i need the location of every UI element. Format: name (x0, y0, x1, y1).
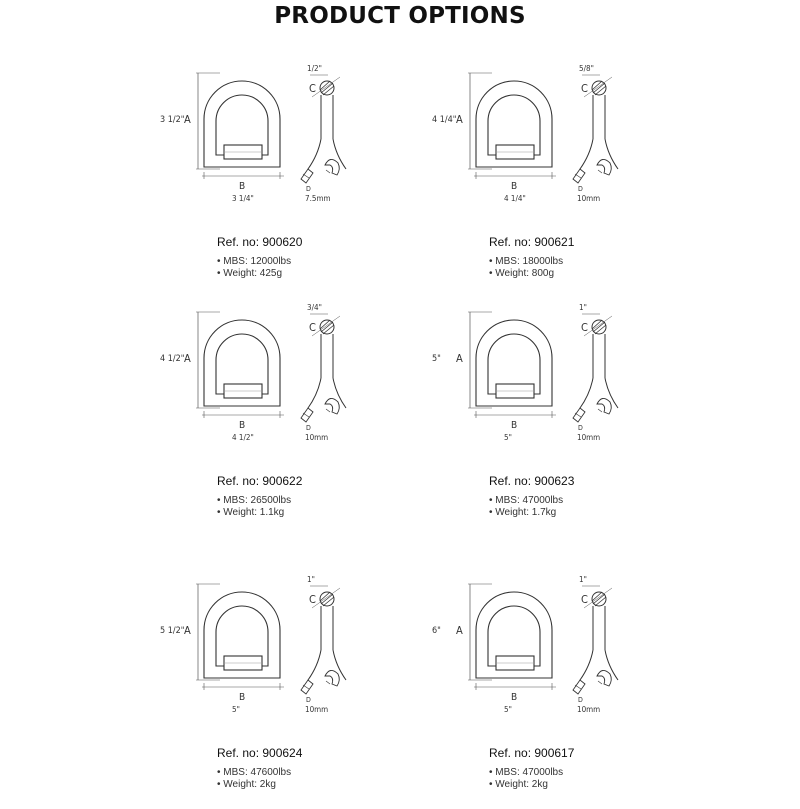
dim-b-letter: B (239, 420, 246, 431)
product-card-5 (160, 575, 420, 809)
spec-weight: • Weight: 1.7kg (489, 507, 563, 519)
dim-c-letter: C (581, 321, 588, 334)
reference-number: Ref. no: 900620 (217, 235, 303, 249)
spec-list (217, 495, 291, 519)
d-ring-drawing (432, 303, 692, 472)
reference-number: Ref. no: 900623 (489, 474, 575, 488)
spec-list (489, 767, 563, 791)
dim-c-value: 1/2" (307, 64, 322, 73)
d-ring-side-view (573, 303, 618, 442)
spec-list (489, 495, 563, 519)
d-ring-drawing (432, 575, 692, 744)
dim-a-value: 5 1/2" (160, 626, 185, 636)
dim-d-value: 10mm (305, 433, 329, 442)
dim-b-letter: B (511, 181, 518, 192)
spec-list (217, 256, 291, 280)
spec-weight: • Weight: 425g (217, 268, 291, 280)
dim-b-value: 3 1/4" (232, 194, 254, 203)
dim-d-value: 10mm (305, 705, 329, 714)
dim-d-value: 10mm (577, 194, 601, 203)
dim-d-letter: D (306, 424, 311, 432)
spec-mbs: • MBS: 47600lbs (217, 767, 291, 779)
d-ring-front-view (204, 592, 280, 678)
dim-a-letter: A (456, 624, 463, 637)
dim-b-value: 4 1/4" (504, 194, 526, 203)
dim-b-value: 5" (504, 705, 512, 714)
product-card-1 (160, 64, 420, 298)
dim-a-value: 5" (432, 354, 441, 364)
dim-c-value: 3/4" (307, 303, 322, 312)
d-ring-front-view (204, 320, 280, 406)
dim-c-letter: C (581, 82, 588, 95)
dim-c-value: 1" (307, 575, 315, 584)
spec-list (489, 256, 563, 280)
spec-weight: • Weight: 1.1kg (217, 507, 291, 519)
dim-a-value: 3 1/2" (160, 115, 185, 125)
dim-d-value: 10mm (577, 433, 601, 442)
dim-a-letter: A (184, 113, 191, 126)
d-ring-drawing (160, 64, 420, 233)
dim-c-value: 5/8" (579, 64, 594, 73)
d-ring-front-view (476, 592, 552, 678)
dim-b-letter: B (511, 420, 518, 431)
reference-number: Ref. no: 900621 (489, 235, 575, 249)
dim-d-letter: D (578, 424, 583, 432)
dim-a-letter: A (184, 624, 191, 637)
dim-a-value: 6" (432, 626, 441, 636)
dim-d-value: 10mm (577, 705, 601, 714)
dim-a-letter: A (456, 113, 463, 126)
dim-c-letter: C (581, 593, 588, 606)
reference-number: Ref. no: 900622 (217, 474, 303, 488)
d-ring-drawing (160, 303, 420, 472)
dim-d-letter: D (578, 696, 583, 704)
product-card-2 (432, 64, 692, 298)
product-card-6 (432, 575, 692, 809)
spec-mbs: • MBS: 26500lbs (217, 495, 291, 507)
dim-d-letter: D (306, 696, 311, 704)
dim-d-letter: D (306, 185, 311, 193)
spec-weight: • Weight: 2kg (217, 779, 291, 791)
dim-a-letter: A (456, 352, 463, 365)
d-ring-side-view (301, 64, 346, 203)
page-title: PRODUCT OPTIONS (274, 3, 526, 29)
reference-number: Ref. no: 900624 (217, 746, 303, 760)
d-ring-front-view (476, 81, 552, 167)
dim-b-value: 5" (232, 705, 240, 714)
dim-b-value: 4 1/2" (232, 433, 254, 442)
d-ring-drawing (160, 575, 420, 744)
product-card-4 (432, 303, 692, 537)
dim-a-letter: A (184, 352, 191, 365)
reference-number: Ref. no: 900617 (489, 746, 575, 760)
dim-b-letter: B (511, 692, 518, 703)
spec-mbs: • MBS: 18000lbs (489, 256, 563, 268)
product-card-3 (160, 303, 420, 537)
dim-c-letter: C (309, 321, 316, 334)
d-ring-side-view (573, 575, 618, 714)
spec-weight: • Weight: 800g (489, 268, 563, 280)
dim-c-value: 1" (579, 575, 587, 584)
dim-d-letter: D (578, 185, 583, 193)
spec-mbs: • MBS: 47000lbs (489, 495, 563, 507)
d-ring-front-view (204, 81, 280, 167)
dim-d-value: 7.5mm (305, 194, 331, 203)
d-ring-drawing (432, 64, 692, 233)
dim-a-value: 4 1/2" (160, 354, 185, 364)
d-ring-side-view (573, 64, 618, 203)
d-ring-side-view (301, 303, 346, 442)
spec-mbs: • MBS: 12000lbs (217, 256, 291, 268)
dim-c-letter: C (309, 82, 316, 95)
dim-b-value: 5" (504, 433, 512, 442)
dim-b-letter: B (239, 692, 246, 703)
dim-b-letter: B (239, 181, 246, 192)
d-ring-front-view (476, 320, 552, 406)
dim-c-letter: C (309, 593, 316, 606)
dim-a-value: 4 1/4" (432, 115, 457, 125)
d-ring-side-view (301, 575, 346, 714)
spec-mbs: • MBS: 47000lbs (489, 767, 563, 779)
dim-c-value: 1" (579, 303, 587, 312)
spec-list (217, 767, 291, 791)
spec-weight: • Weight: 2kg (489, 779, 563, 791)
